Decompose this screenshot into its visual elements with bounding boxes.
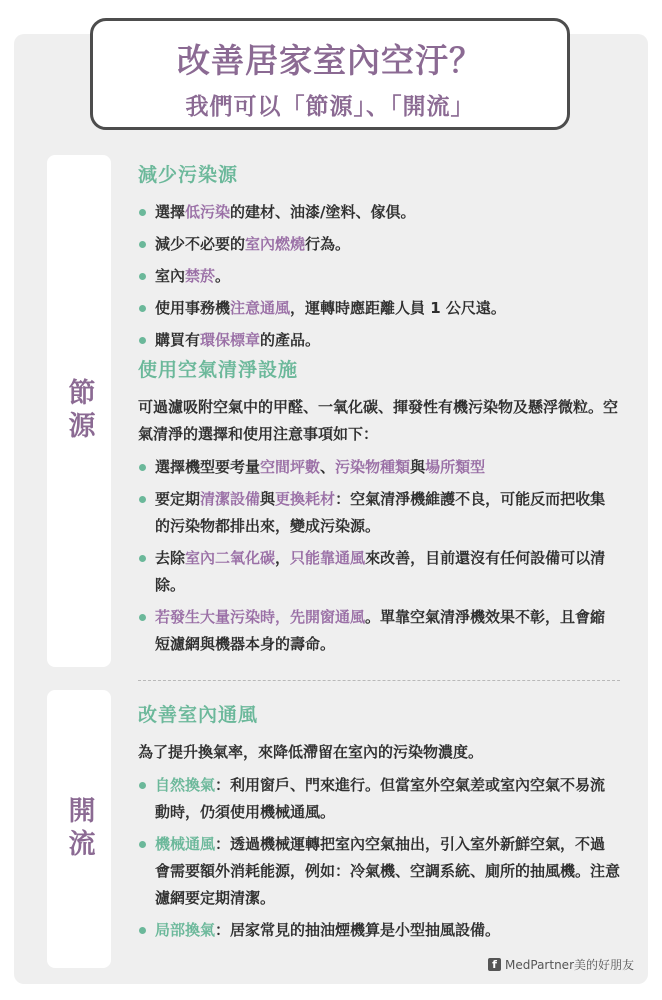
- list-item: 減少不必要的室內燃燒行為。: [138, 231, 620, 258]
- tab-source-reduction: 節源: [47, 155, 111, 667]
- section-heading: 使用空氣清淨設施: [138, 359, 299, 381]
- tab-ventilation: 開流: [47, 690, 111, 968]
- footer-text: MedPartner美的好朋友: [505, 958, 634, 972]
- reduce-list: [138, 199, 620, 354]
- list-item: 購買有環保標章的產品。: [138, 327, 620, 354]
- list-item: 機械通風：透過機械運轉把室內空氣抽出，引入室外新鮮空氣，不過會需要額外消耗能源，例如：冷氣機、空調系統、廁所的抽風機。注意濾網要定期清潔。: [138, 831, 620, 912]
- list-item: 去除室內二氧化碳，只能靠通風來改善，目前還沒有任何設備可以清除。: [138, 545, 620, 599]
- title-box: [90, 18, 570, 130]
- list-item: 選擇機型要考量空間坪數、污染物種類與場所類型: [138, 454, 620, 481]
- list-item: 室內禁菸。: [138, 263, 620, 290]
- section-reduce-pollution: [138, 160, 620, 359]
- section-heading: 改善室內通風: [138, 704, 259, 726]
- section-ventilation: [138, 700, 620, 949]
- section-intro: 為了提升換氣率，來降低滯留在室內的污染物濃度。: [138, 743, 484, 761]
- page-subtitle: 我們可以「節源」、「開流」: [185, 94, 475, 120]
- list-item: 選擇低污染的建材、油漆/塗料、傢俱。: [138, 199, 620, 226]
- list-item: 使用事務機注意通風，運轉時應距離人員 1 公尺遠。: [138, 295, 620, 322]
- section-divider: [138, 680, 620, 681]
- section-intro: 可過濾吸附空氣中的甲醛、一氧化碳、揮發性有機污染物及懸浮微粒。空氣清淨的選擇和使用注意事項如下：: [138, 398, 619, 443]
- section-air-purifier: [138, 355, 620, 663]
- section-heading: 減少污染源: [138, 164, 239, 186]
- facebook-icon: f: [488, 958, 501, 971]
- page-title: 改善居家室內空汙？: [177, 41, 483, 80]
- ventilation-list: [138, 772, 620, 944]
- list-item: 若發生大量污染時，先開窗通風。單靠空氣清淨機效果不彰，且會縮短濾網與機器本身的壽命。: [138, 604, 620, 658]
- list-item: 要定期清潔設備與更換耗材：空氣清淨機維護不良，可能反而把收集的污染物都排出來，變成污染源。: [138, 486, 620, 540]
- list-item: 自然換氣：利用窗戶、門來進行。但當室外空氣差或室內空氣不易流動時，仍須使用機械通風。: [138, 772, 620, 826]
- purifier-list: [138, 454, 620, 658]
- footer-credit: [488, 956, 634, 973]
- list-item: 局部換氣：居家常見的抽油煙機算是小型抽風設備。: [138, 917, 620, 944]
